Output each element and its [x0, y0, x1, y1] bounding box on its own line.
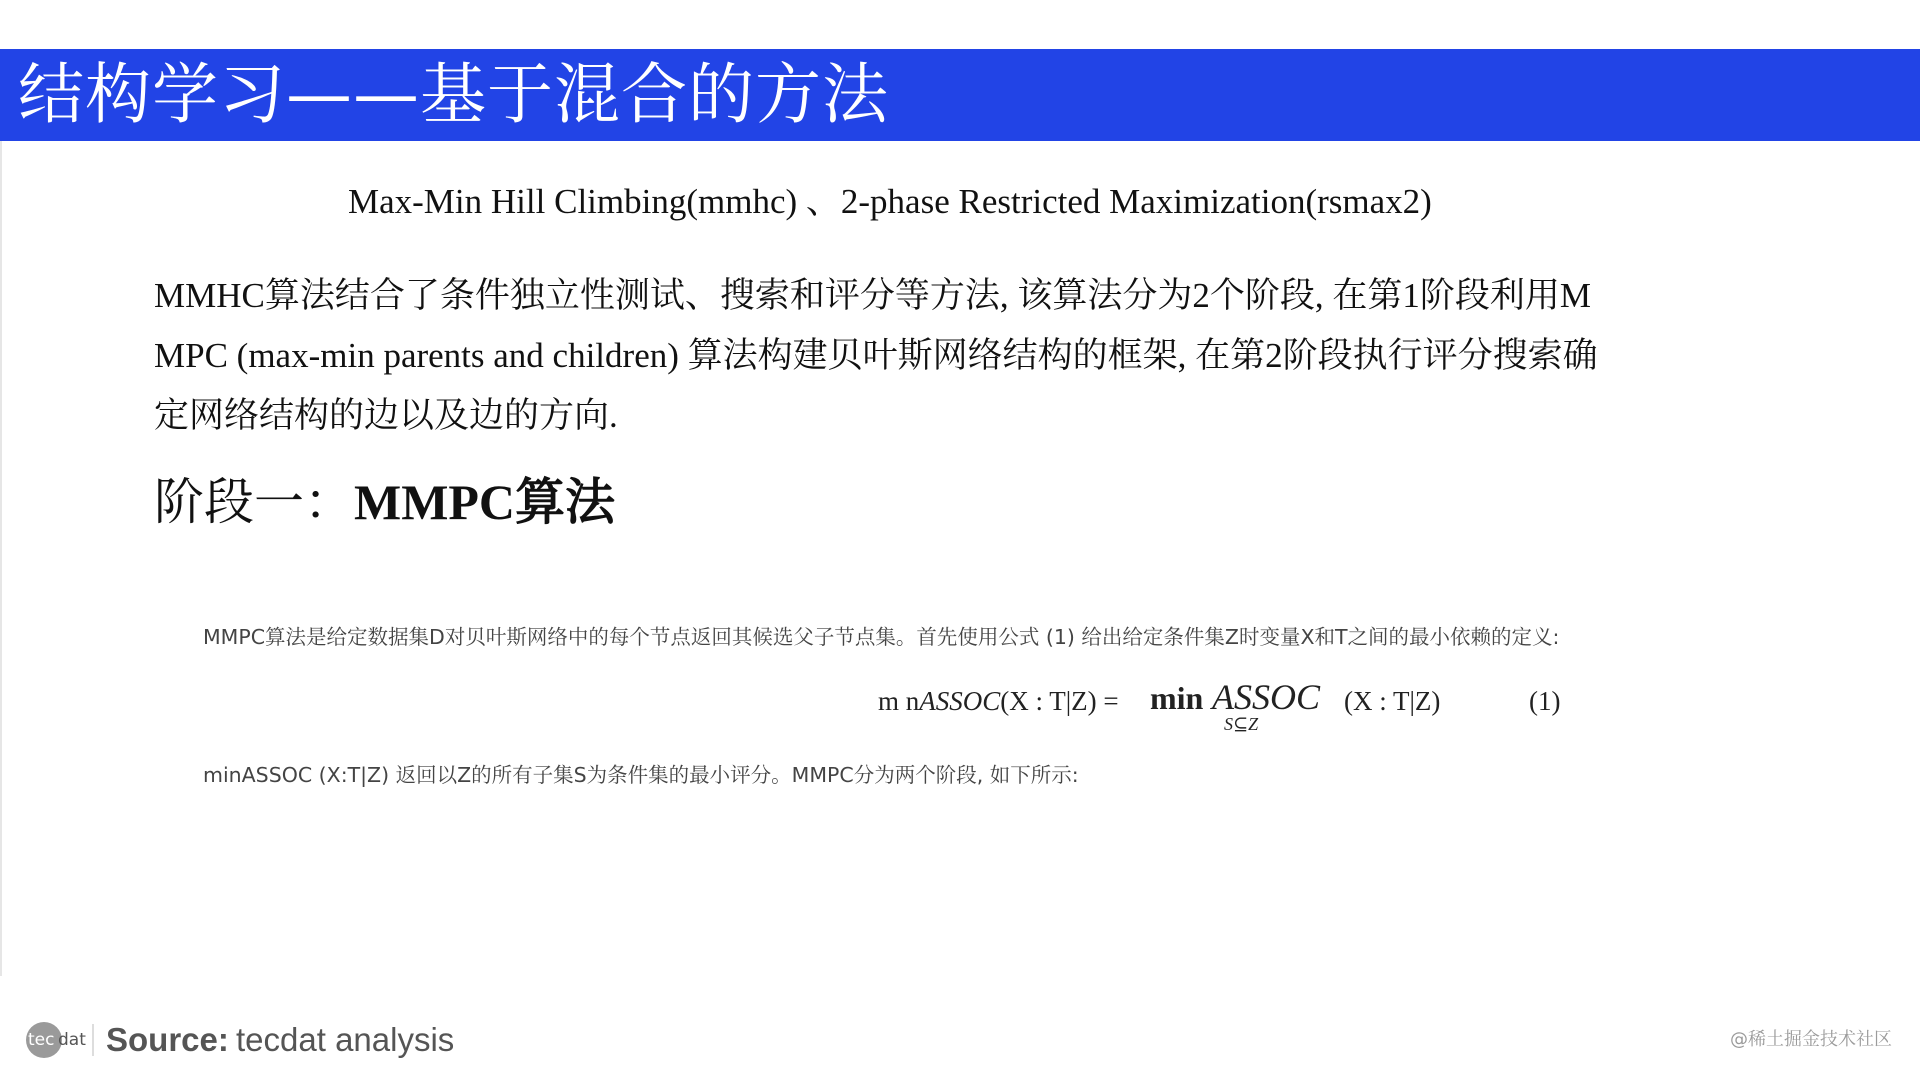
logo-suffix: dat	[58, 1030, 86, 1050]
paragraph-line: MMHC算法结合了条件独立性测试、搜索和评分等方法, 该算法分为2个阶段, 在第1阶段利用M	[154, 276, 1591, 315]
watermark: @稀土掘金技术社区	[1730, 1029, 1892, 1050]
paragraph-line: 定网络结构的边以及边的方向.	[154, 396, 618, 435]
paragraph-line: MPC (max-min parents and children) 算法构建贝叶斯网络结构的框架, 在第2阶段执行评分搜索确	[154, 336, 1598, 375]
intro-paragraph	[154, 266, 1654, 446]
formula-lhs-prefix: m n	[878, 686, 920, 716]
slide-title: 结构学习——基于混合的方法	[18, 56, 889, 133]
left-divider	[0, 141, 2, 976]
formula-subscript: S⊆Z	[1224, 714, 1259, 734]
excerpt-line-1: MMPC算法是给定数据集D对贝叶斯网络中的每个节点返回其候选父子节点集。首先使用公式 (1) 给出给定条件集Z时变量X和T之间的最小依赖的定义:	[203, 625, 1560, 649]
tecdat-logo	[26, 1022, 62, 1058]
section-heading	[154, 470, 615, 534]
formula-lhs-main: ASSOC	[919, 686, 1001, 716]
section-heading-bold: MMPC算法	[354, 474, 616, 530]
formula-rhs-args: (X : T|Z)	[1344, 686, 1441, 716]
logo-separator	[92, 1024, 94, 1056]
formula-min-operator: min	[1150, 680, 1204, 716]
title-bar	[0, 49, 1920, 141]
excerpt-line-2: minASSOC (X:T|Z) 返回以Z的所有子集S为条件集的最小评分。MMPC分为两个阶段, 如下所示:	[203, 763, 1079, 787]
formula-number: (1)	[1529, 686, 1561, 716]
method-subtitle: Max-Min Hill Climbing(mmhc) 、2-phase Restricted Maximization(rsmax2)	[348, 182, 1432, 221]
section-heading-prefix: 阶段一：	[154, 474, 354, 530]
logo-prefix: tec	[28, 1030, 55, 1050]
formula-lhs-args: (X : T|Z) =	[1000, 686, 1119, 716]
formula-lhs	[878, 686, 1119, 717]
source-label: Source:	[106, 1021, 229, 1058]
formula-rhs-main: ASSOC	[1212, 677, 1320, 717]
footer	[26, 1018, 626, 1064]
source-text: tecdat analysis	[236, 1021, 455, 1058]
